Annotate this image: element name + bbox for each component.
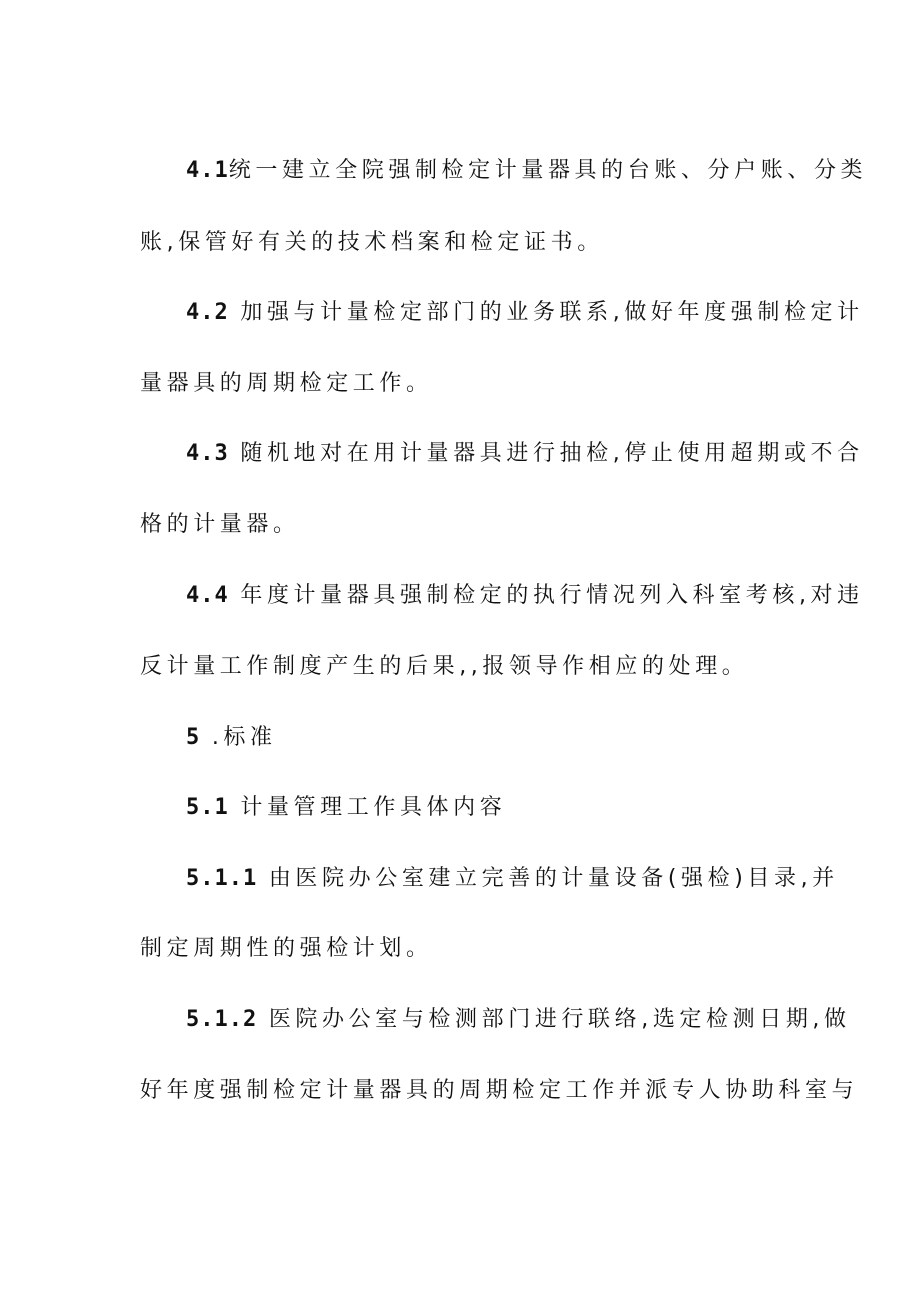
paragraph-text: 由医院办公室建立完善的计量设备(强检)目录,并 bbox=[257, 866, 839, 891]
paragraph-4-1-line-1 bbox=[0, 154, 920, 188]
paragraph-5-1-1-line-2 bbox=[0, 932, 920, 966]
paragraph-text: 好年度强制检定计量器具的周期检定工作并派专人协助科室与 bbox=[140, 1078, 859, 1103]
paragraph-4-3-line-1 bbox=[0, 437, 920, 471]
paragraph-text: 制定周期性的强检计划。 bbox=[140, 936, 433, 961]
section-5-heading bbox=[0, 721, 920, 755]
paragraph-4-1-line-2 bbox=[0, 226, 920, 260]
section-5-1-heading bbox=[0, 791, 920, 825]
paragraph-text: .标准 bbox=[200, 725, 277, 750]
section-number: 5.1.2 bbox=[186, 1007, 258, 1032]
paragraph-text: 加强与计量检定部门的业务联系,做好年度强制检定计 bbox=[228, 300, 864, 325]
paragraph-text: 年度计量器具强制检定的执行情况列入科室考核,对违 bbox=[228, 583, 864, 608]
paragraph-5-1-1-line-1 bbox=[0, 862, 920, 896]
paragraph-text: 格的计量器。 bbox=[140, 512, 300, 537]
paragraph-text: 医院办公室与检测部门进行联络,选定检测日期,做 bbox=[257, 1007, 851, 1032]
section-number: 5.1.1 bbox=[186, 866, 258, 891]
section-number: 4.3 bbox=[186, 441, 229, 466]
paragraph-4-2-line-1 bbox=[0, 296, 920, 330]
section-number: 5 bbox=[186, 725, 201, 750]
paragraph-text: 量器具的周期检定工作。 bbox=[140, 371, 433, 396]
section-number: 5.1 bbox=[186, 795, 229, 820]
paragraph-4-3-line-2 bbox=[0, 508, 920, 542]
paragraph-5-1-2-line-2 bbox=[0, 1074, 920, 1108]
paragraph-4-2-line-2 bbox=[0, 367, 920, 401]
paragraph-text: 统一建立全院强制检定计量器具的台账、分户账、分类 bbox=[228, 158, 868, 183]
paragraph-text: 账,保管好有关的技术档案和检定证书。 bbox=[140, 230, 604, 255]
section-number: 4.1 bbox=[186, 158, 229, 183]
paragraph-4-4-line-1 bbox=[0, 579, 920, 613]
paragraph-text: 随机地对在用计量器具进行抽检,停止使用超期或不合 bbox=[228, 441, 864, 466]
section-number: 4.4 bbox=[186, 583, 229, 608]
section-number: 4.2 bbox=[186, 300, 229, 325]
paragraph-text: 计量管理工作具体内容 bbox=[228, 795, 507, 820]
paragraph-4-4-line-2 bbox=[0, 650, 920, 684]
paragraph-text: 反计量工作制度产生的后果,,报领导作相应的处理。 bbox=[140, 654, 749, 679]
paragraph-5-1-2-line-1 bbox=[0, 1003, 920, 1037]
